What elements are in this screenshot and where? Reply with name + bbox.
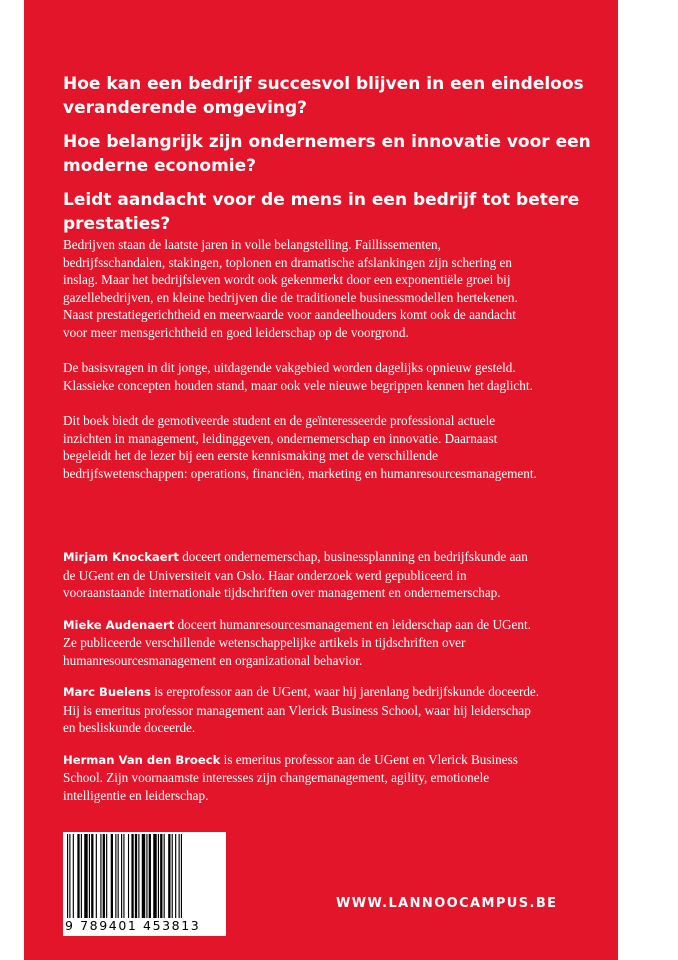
publisher-website: WWW.LANNOOCAMPUS.BE (336, 896, 558, 911)
author-bio (63, 616, 543, 670)
question-1: Hoe kan een bedrijf succesvol blijven in een eindeloos veranderende omgeving? (63, 74, 584, 118)
description (63, 236, 543, 500)
question-2: Hoe belangrijk zijn ondernemers en innovatie voor een moderne economie? (63, 132, 591, 176)
author-bio-text: is ereprofessor aan de UGent, waar hij jarenlang bedrijfskunde doceerde. Hij is emeritus professor management aan Vlerick Business School, waar hij leiderschap en besliskunde doceerde. (63, 684, 540, 735)
author-bio (63, 751, 543, 805)
author-bio (63, 548, 543, 602)
question-3: Leidt aandacht voor de mens in een bedrijf tot betere prestaties? (63, 190, 580, 234)
author-bios (63, 548, 543, 818)
author-name: Mieke Audenaert (63, 617, 175, 632)
barcode (63, 832, 226, 936)
description-paragraph-3: Dit boek biedt de gemotiveerde student en de geïnteresseerde professional actuele inzichten in management, leidinggeven, ondernemerschap en innovatie. Daarnaast begeleidt het de lezer bij een eerste kennismaking met de verschillende bedrijfswetenschappen: operations, financiën, marketing en humanresourcesmanagement. (63, 413, 537, 481)
barcode-bars (63, 834, 226, 918)
author-bio (63, 683, 543, 737)
question-block (63, 72, 623, 246)
author-bio-text: is emeritus professor aan de UGent en Vlerick Business School. Zijn voornaamste interesses zijn changemanagement, agility, emotionele intelligentie en leiderschap. (63, 751, 518, 803)
author-name: Mirjam Knockaert (63, 550, 179, 564)
description-paragraph-2: De basisvragen in dit jonge, uitdagende vakgebied worden dagelijks opnieuw gesteld. Klassieke concepten houden stand, maar ook vele nieuwe begrippen kennen het daglicht. (63, 360, 533, 393)
description-paragraph-1: Bedrijven staan de laatste jaren in volle belangstelling. Faillissementen, bedrijfsschandalen, stakingen, toplonen en dramatische afslankingen zijn schering en inslag. Maar het bedrijfsleven wordt ook gekenmerkt door een exponentiële groei bij gazellebedrijven, en kleine bedrijven die de traditionele businessmodellen hertekenen. Naast prestatiegerichtheid en meerwaarde voor aandeelhouders komt ook de aandacht voor meer mensgerichtheid en goed leiderschap op de voorgrond. (63, 237, 518, 340)
author-bio-text: doceert humanresourcesmanagement en leiderschap aan de UGent. Ze publiceerde verschillende wetenschappelijke artikels in tijdschriften over humanresourcesmanagement en organizational behavior. (63, 616, 531, 668)
author-name: Marc Buelens (63, 685, 151, 699)
isbn-number: 9 789401 453813 (65, 918, 201, 933)
author-bio-text: doceert ondernemerschap, businessplanning en bedrijfskunde aan de UGent en de Universiteit van Oslo. Haar onderzoek werd gepubliceerd in vooraanstaande internationale tijdschriften over management en ondernemerschap. (63, 549, 528, 600)
author-name: Herman Van den Broeck (63, 752, 221, 767)
